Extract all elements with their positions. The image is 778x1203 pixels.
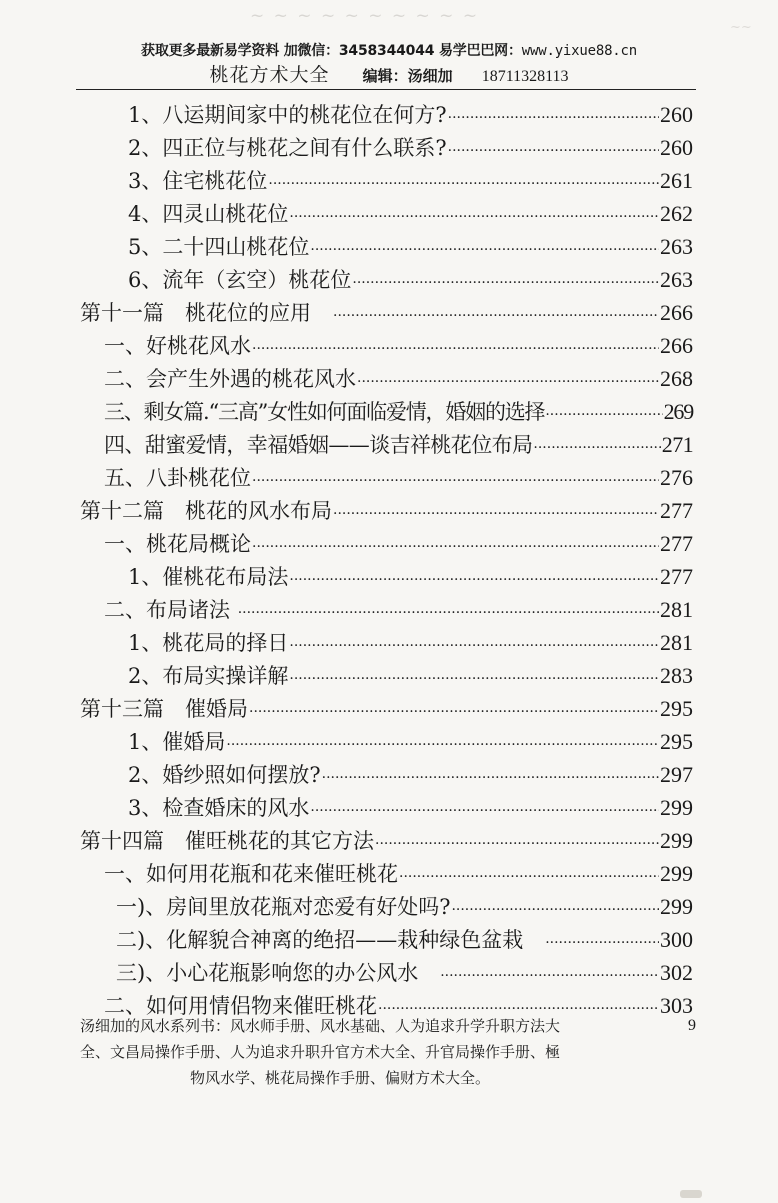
toc-entry[interactable] [128, 560, 693, 594]
toc-entry-label: 一、桃花局概论 [104, 532, 251, 556]
toc-entry-label: 1、桃花局的择日 [128, 631, 289, 655]
watermark-text: 获取更多最新易学资料 加微信：3458344044 易学巴巴网： [141, 43, 522, 59]
toc-entry-label: 4、四灵山桃花位 [128, 202, 289, 226]
dot-leader [289, 200, 659, 234]
dot-leader [322, 761, 659, 795]
toc-entry-label: 一)、房间里放花瓶对恋爱有好处吗? [116, 895, 451, 919]
dot-leader [226, 728, 659, 762]
toc-entry-page: 303 [660, 993, 693, 1018]
toc-entry-page: 261 [660, 168, 693, 193]
footer-book-list-line: 物风水学、桃花局操作手册、偏财方术大全。 [190, 1069, 491, 1087]
dot-leader [357, 365, 659, 399]
footer-book-list-line: 全、文昌局操作手册、人为追求升职升官方术大全、升官局操作手册、極 [80, 1043, 561, 1061]
phone-number: 18711328113 [481, 68, 569, 85]
bleed-through-mark: ~~ [730, 20, 752, 35]
toc-entry[interactable] [128, 758, 693, 792]
toc-chapter-page: 277 [660, 498, 693, 523]
toc-entry-label: 一、如何用花瓶和花来催旺桃花 [104, 862, 398, 886]
dot-leader [448, 101, 659, 135]
toc-entry-page: 299 [660, 795, 693, 820]
toc-entry-page: 299 [660, 894, 693, 919]
dot-leader [289, 563, 659, 597]
toc-entry[interactable] [104, 428, 693, 462]
editor-credit: 编辑：汤细加 [362, 67, 453, 85]
toc-entry[interactable] [128, 197, 693, 231]
toc-entry[interactable] [104, 593, 693, 627]
header-rule [76, 89, 696, 90]
dot-leader [333, 299, 659, 333]
toc-entry[interactable] [104, 395, 693, 429]
toc-entry-label: 1、催桃花布局法 [128, 565, 289, 589]
dot-leader [451, 893, 659, 927]
watermark-url[interactable]: www.yixue88.cn [521, 43, 637, 59]
toc-entry[interactable] [104, 527, 693, 561]
footer-book-list-line: 汤细加的风水系列书：风水师手册、风水基础、人为追求升学升职方法大 [80, 1017, 561, 1035]
toc-entry-label: 5、二十四山桃花位 [128, 235, 310, 259]
toc-chapter-label: 第十一篇 桃花位的应用 [80, 301, 332, 325]
dot-leader [440, 959, 659, 993]
toc-entry-page: 277 [660, 564, 693, 589]
dot-leader [249, 695, 659, 729]
toc-chapter-label: 第十三篇 催婚局 [80, 697, 248, 721]
page-number: 9 [688, 1017, 696, 1034]
toc-entry-label: 6、流年（玄空）桃花位 [128, 268, 352, 292]
dot-leader [352, 266, 659, 300]
dot-leader [333, 497, 659, 531]
toc-entry-label: 四、甜蜜爱情，幸福婚姻——谈吉祥桃花位布局 [104, 433, 533, 457]
toc-entry-label: 3、住宅桃花位 [128, 169, 268, 193]
toc-entry[interactable] [128, 659, 693, 693]
toc-entry-page: 297 [660, 762, 693, 787]
toc-entry[interactable] [128, 791, 693, 825]
toc-entry-page: 277 [660, 531, 693, 556]
toc-entry-page: 302 [660, 960, 693, 985]
toc-entry[interactable] [116, 923, 693, 957]
toc-entry[interactable] [128, 230, 693, 264]
bleed-through-text: ~ ~ ~ ~ ~ ~ ~ ~ ~ ~ [250, 6, 480, 26]
toc-chapter[interactable] [80, 296, 693, 330]
toc-entry[interactable] [104, 329, 693, 363]
toc-entry-label: 1、八运期间家中的桃花位在何方? [128, 103, 447, 127]
toc-chapter-page: 299 [660, 828, 693, 853]
toc-entry[interactable] [128, 164, 693, 198]
toc-entry-page: 263 [660, 267, 693, 292]
toc-entry-label: 二、如何用情侣物来催旺桃花 [104, 994, 377, 1018]
toc-entry-label: 三、剩女篇.“三高”女性如何面临爱情，婚姻的选择 [104, 400, 545, 424]
toc-entry-label: 2、婚纱照如何摆放? [128, 763, 321, 787]
toc-chapter[interactable] [80, 494, 693, 528]
toc-entry-page: 268 [660, 366, 693, 391]
toc-entry-page: 281 [660, 597, 693, 622]
toc-entry-label: 1、催婚局 [128, 730, 226, 754]
book-title: 桃花方术大全 [209, 64, 330, 86]
toc-entry-label: 二、会产生外遇的桃花风水 [104, 367, 356, 391]
toc-entry[interactable] [128, 626, 693, 660]
toc-entry[interactable] [128, 98, 693, 132]
watermark-banner [0, 40, 778, 60]
toc-entry-page: 300 [660, 927, 693, 952]
dot-leader [289, 662, 659, 696]
toc-entry[interactable] [104, 461, 693, 495]
scan-smudge [680, 1190, 702, 1198]
dot-leader [375, 827, 659, 861]
toc-entry-label: 二)、化解貌合神离的绝招——栽种绿色盆栽 [116, 928, 545, 952]
toc-entry[interactable] [128, 131, 693, 165]
toc-entry[interactable] [104, 857, 693, 891]
toc-chapter-label: 第十四篇 催旺桃花的其它方法 [80, 829, 374, 853]
dot-leader [545, 926, 659, 960]
toc-entry[interactable] [116, 890, 693, 924]
dot-leader [289, 629, 659, 663]
toc-chapter-page: 266 [660, 300, 693, 325]
dot-leader [252, 530, 659, 564]
running-header [0, 60, 778, 87]
toc-entry-label: 2、布局实操详解 [128, 664, 289, 688]
dot-leader [310, 233, 659, 267]
toc-entry-page: 260 [660, 135, 693, 160]
toc-entry-page: 266 [660, 333, 693, 358]
toc-entry-label: 五、八卦桃花位 [104, 466, 251, 490]
toc-entry[interactable] [128, 263, 693, 297]
toc-chapter[interactable] [80, 824, 693, 858]
toc-entry-page: 271 [661, 432, 693, 457]
toc-entry-page: 281 [660, 630, 693, 655]
toc-entry-page: 263 [660, 234, 693, 259]
toc-entry-label: 三)、小心花瓶影响您的办公风水 [116, 961, 440, 985]
toc-entry-label: 一、好桃花风水 [104, 334, 251, 358]
toc-entry-page: 299 [660, 861, 693, 886]
toc-entry-label: 3、检查婚床的风水 [128, 796, 310, 820]
toc-entry-page: 283 [660, 663, 693, 688]
dot-leader [268, 167, 659, 201]
toc-chapter[interactable] [80, 692, 693, 726]
toc-entry-label: 二、布局诸法 [104, 598, 237, 622]
toc-entry-label: 2、四正位与桃花之间有什么联系? [128, 136, 447, 160]
toc-entry-page: 295 [660, 729, 693, 754]
toc-chapter-page: 295 [660, 696, 693, 721]
toc-chapter-label: 第十二篇 桃花的风水布局 [80, 499, 332, 523]
toc-entry-page: 276 [660, 465, 693, 490]
dot-leader [238, 596, 659, 630]
toc-entry-page: 260 [660, 102, 693, 127]
dot-leader [533, 431, 660, 465]
toc-entry-page: 262 [660, 201, 693, 226]
dot-leader [399, 860, 659, 894]
dot-leader [448, 134, 659, 168]
toc-entry[interactable] [116, 956, 693, 990]
dot-leader [252, 464, 659, 498]
dot-leader [252, 332, 659, 366]
toc-entry[interactable] [128, 725, 693, 759]
toc-entry[interactable] [104, 362, 693, 396]
toc-entry-page: 269 [663, 399, 693, 424]
dot-leader [310, 794, 659, 828]
dot-leader [545, 398, 662, 432]
